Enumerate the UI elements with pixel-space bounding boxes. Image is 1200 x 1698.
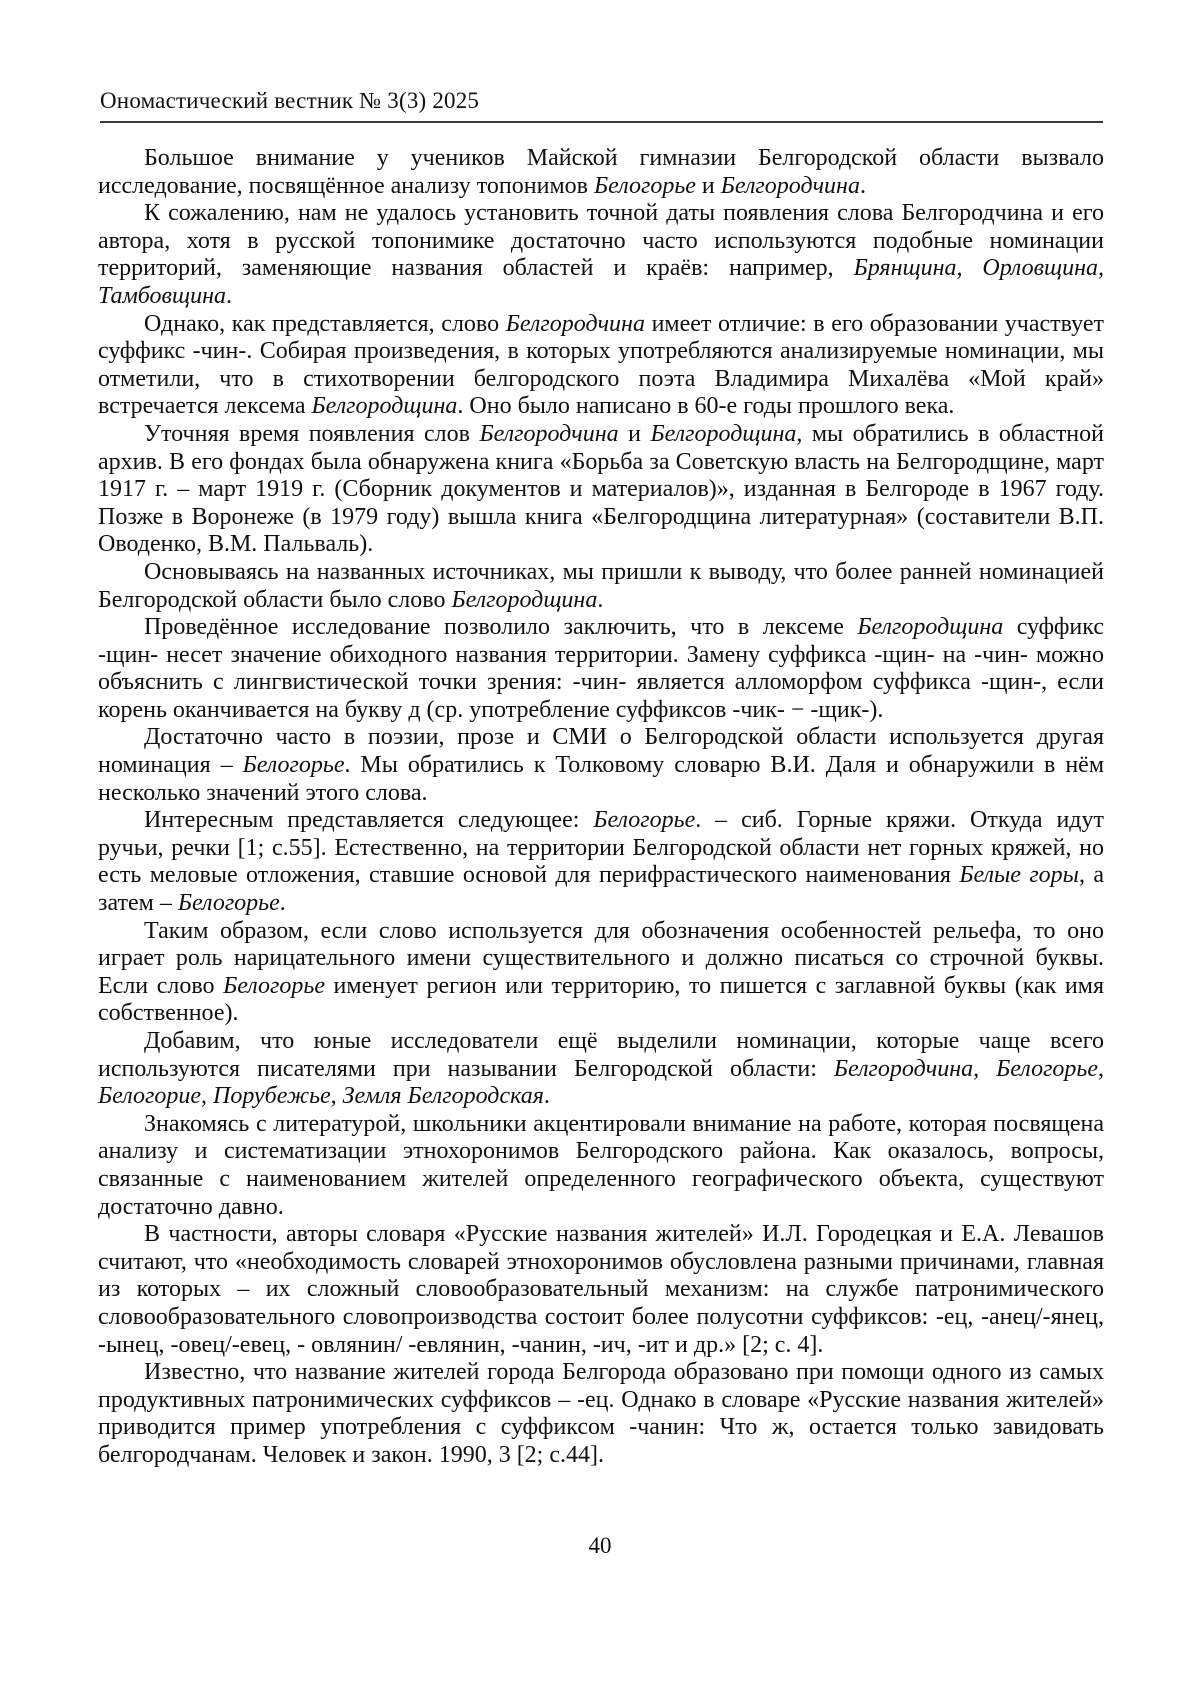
text-run: Достаточно часто в поэзии, прозе и СМИ о Белгородской области используется другая номинация –: [98, 724, 1104, 779]
paragraph: [98, 145, 1104, 200]
text-run: суффикс -щин- несет значение обиходного названия территории. Замену суффикса -щин- на -чин- можно объяснить с лингвистической точки зрения: -чин- является алломорфом суффикса -щин-, если корень оканчивается на букву д (ср. употребление суффиксов -чик- − -щик-).: [98, 614, 1104, 723]
text-run: , а затем –: [98, 862, 1104, 917]
text-run: Таким образом, если слово используется для обозначения особенностей рельефа, то оно играет роль нарицательного имени существительного и должно писаться со строчной буквы. Если слово: [98, 917, 1104, 999]
text-run: В частности, авторы словаря «Русские названия жителей» И.Л. Городецкая и Е.А. Левашов считают, что «необходимость словарей этнохоронимов обусловлена разными причинами, главная из которых – их сложный словообразовательный механизм: на службе патронимического словообразовательного словопроизводства состоит более полусотни суффиксов: -ец, -анец/-янец, -ынец, -овец/-евец, - овлянин/ -евлянин, -чанин, -ич, -ит и др.» [2; с. 4].: [98, 1221, 1104, 1358]
paragraph: [98, 1221, 1104, 1359]
text-run: Уточняя время появления слов: [144, 420, 480, 447]
text-run: Знакомясь с литературой, школьники акцентировали внимание на работе, которая посвящена анализу и систематизации этнохоронимов Белгородского района. Как оказалось, вопросы, связанные с наименованием жителей определенного географического объекта, существуют достаточно давно.: [98, 1110, 1104, 1220]
text-run: Известно, что название жителей города Белгорода образовано при помощи одного из самых продуктивных патронимических суффиксов – -ец. Однако в словаре «Русские названия жителей» приводится пример употребления с суффиксом -чанин: Что ж, остается только завидовать белгородчанам. Человек и закон. 1990, 3 [2; с.44].: [98, 1359, 1104, 1468]
paragraph: [98, 311, 1104, 421]
text-run: .: [859, 172, 866, 199]
paragraph: [98, 559, 1104, 614]
text-run: К сожалению, нам не удалось установить точной даты появления слова Белгородчина и его автора, хотя в русской топонимике достаточно часто используются подобные номинации территорий, заменяющие названия областей и краёв: например,: [98, 200, 1104, 282]
paragraph: [98, 421, 1104, 559]
text-run: .: [279, 890, 286, 917]
text-run: и: [695, 172, 721, 199]
text-run: Основываясь на названных источниках, мы пришли к выводу, что более ранней номинацией Белгородской области было слово: [98, 558, 1104, 613]
journal-title: Ономастический вестник № 3(3) 2025: [100, 88, 480, 113]
header-rule: [100, 121, 1103, 123]
paragraph: [98, 1111, 1104, 1221]
italic-text-run: Белгородчина: [720, 172, 860, 199]
italic-text-run: Белгородчина, Белогорье, Белогорие, Порубежье, Земля Белгородская: [98, 1055, 1105, 1110]
article-body: [98, 145, 1104, 1470]
paragraph: [98, 724, 1104, 807]
text-run: Интересным представляется следующее:: [144, 807, 594, 834]
text-run: именует регион или территорию, то пишется с заглавной буквы (как имя собственное).: [98, 972, 1104, 1027]
text-run: , мы обратились в областной архив. В его фондах была обнаружена книга «Борьба за Советскую власть на Белгородщине, март 1917 г. – март 1919 г. (Сборник документов и материалов)», изданная в Белгороде в 1967 году. Позже в Воронеже (в 1979 году) вышла книга «Белгородщина литературная» (составители В.П. Оводенко, В.М. Пальваль).: [98, 420, 1104, 558]
italic-text-run: Белгородчина: [505, 310, 645, 337]
italic-text-run: Белогорье: [593, 172, 696, 199]
text-run: Проведённое исследование позволило заключить, что в лексеме: [144, 614, 858, 641]
text-run: Большое внимание у учеников Майской гимназии Белгородской области вызвало исследование, посвящённое анализу топонимов: [98, 145, 1104, 199]
paragraph: [98, 200, 1104, 310]
italic-text-run: Белые горы: [959, 862, 1079, 889]
text-run: имеет отличие: в его образовании участвует суффикс -чин-. Собирая произведения, в которых употребляются анализируемые номинации, мы отметили, что в стихотворении белгородского поэта Владимира Михалёва «Мой край» встречается лексема: [98, 310, 1104, 420]
italic-text-run: Белогорье: [223, 972, 325, 999]
paragraph: [98, 1028, 1104, 1111]
italic-text-run: Белгородщина: [857, 614, 1004, 641]
text-run: .: [597, 586, 604, 613]
text-run: Добавим, что юные исследователи ещё выделили номинации, которые чаще всего используются писателями при назывании Белгородской области:: [98, 1028, 1104, 1082]
page-number: 40: [588, 1533, 612, 1558]
running-header: [100, 88, 1103, 123]
italic-text-run: Белогорье: [177, 890, 280, 917]
text-run: Однако, как представляется, слово: [144, 310, 506, 337]
text-run: .: [543, 1083, 550, 1110]
italic-text-run: Белгородщина: [311, 393, 458, 420]
text-run: . – сиб. Горные кряжи. Откуда идут ручьи, речки [1; с.55]. Естественно, на территории Белгородской области нет горных кряжей, но есть меловые отложения, ставшие основой для перифрастического наименования: [98, 807, 1104, 889]
paragraph: [98, 1359, 1104, 1469]
paragraph: [98, 807, 1104, 917]
paragraph: [98, 614, 1104, 724]
text-run: .: [226, 282, 232, 309]
italic-text-run: Белогорье: [242, 752, 345, 779]
page-footer: [0, 1533, 1200, 1559]
italic-text-run: Белогорье: [593, 807, 696, 834]
text-run: и: [618, 420, 651, 447]
italic-text-run: Белгородчина: [479, 420, 619, 447]
italic-text-run: Белгородщина: [451, 586, 598, 613]
italic-text-run: Брянщина, Орловщина, Тамбовщина: [98, 255, 1105, 309]
text-run: . Мы обратились к Толковому словарю В.И. Даля и обнаружили в нём несколько значений этого слова.: [98, 752, 1105, 806]
paragraph: [98, 918, 1104, 1028]
text-run: . Оно было написано в 60-е годы прошлого века.: [457, 393, 955, 420]
italic-text-run: Белгородщина: [650, 420, 797, 447]
